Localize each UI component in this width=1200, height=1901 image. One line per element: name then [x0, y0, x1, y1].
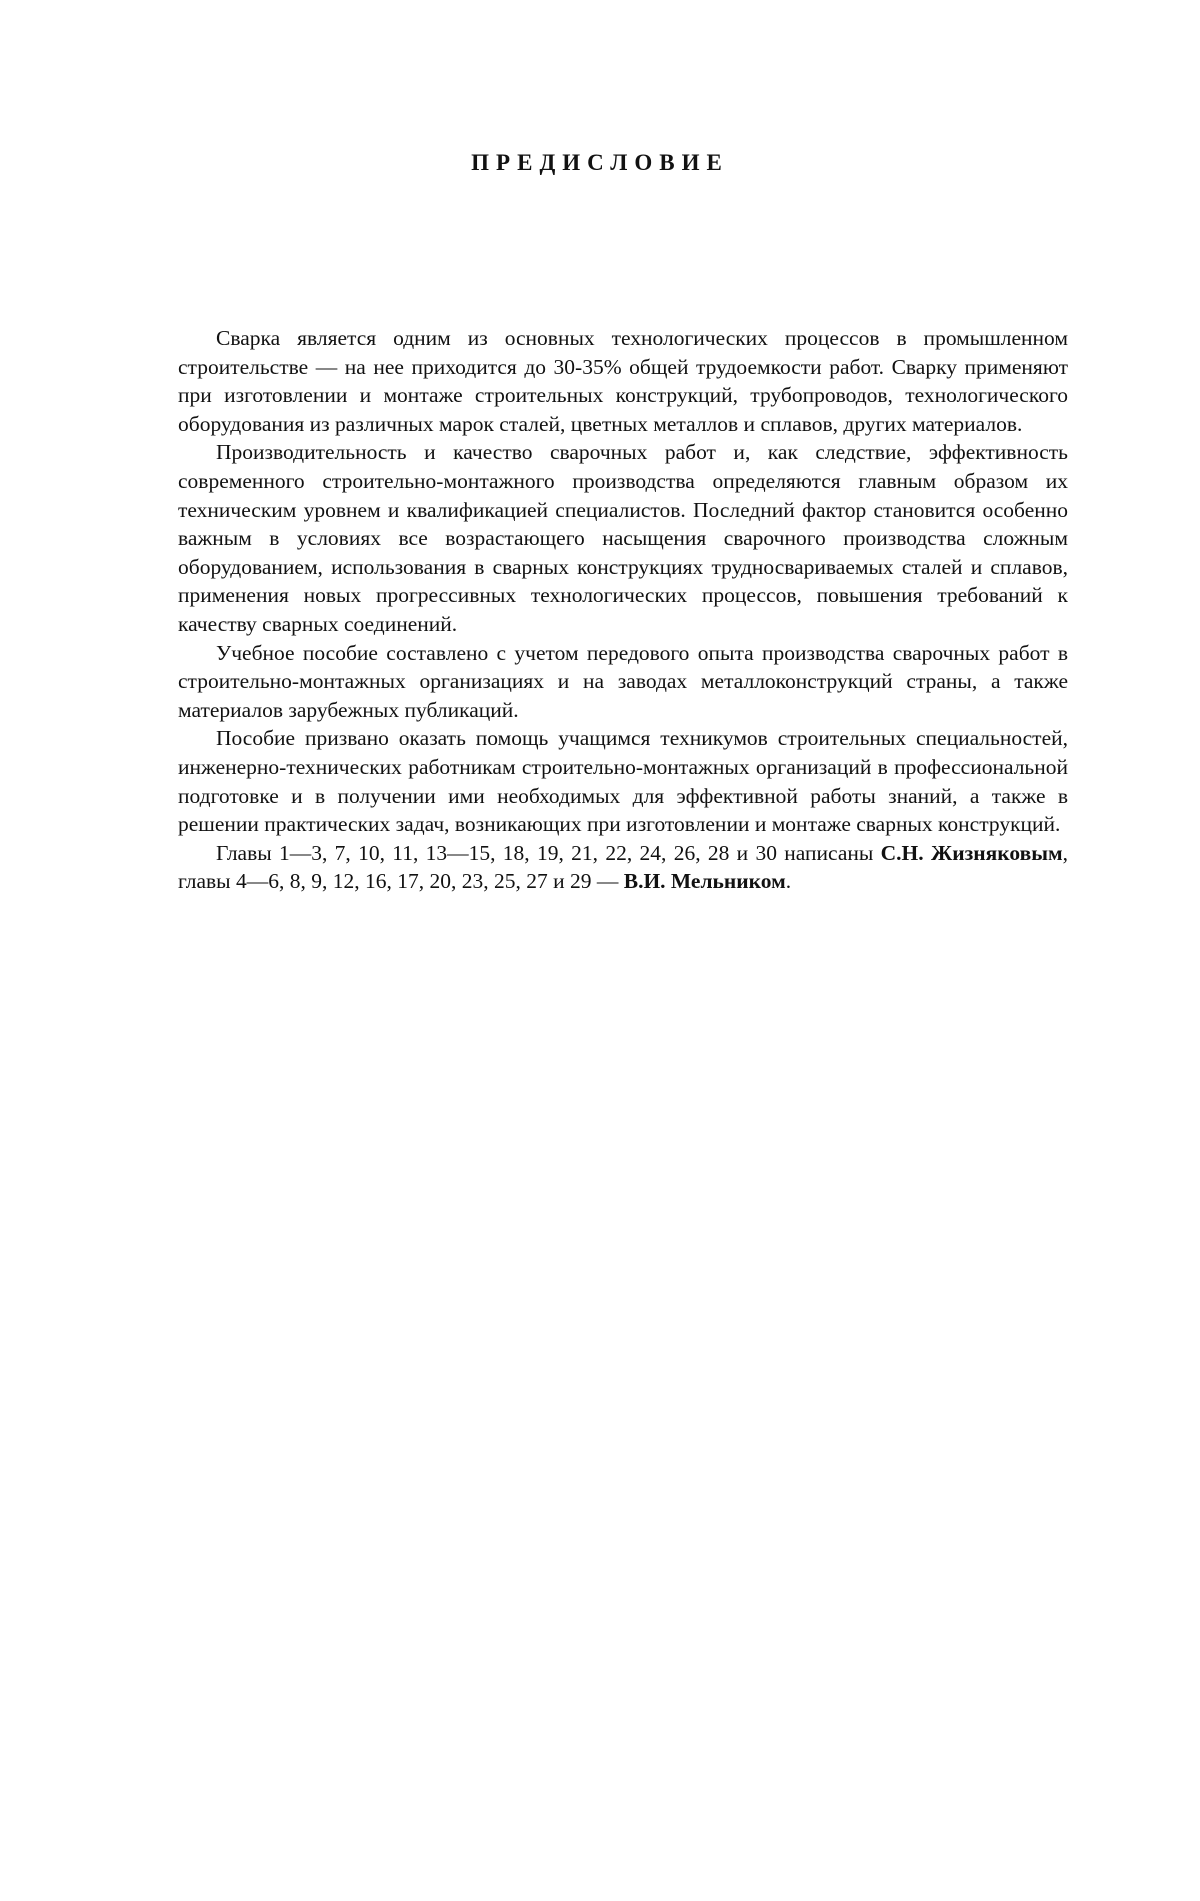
- page-title: ПРЕДИСЛОВИЕ: [471, 150, 729, 175]
- preface-body: [178, 324, 1068, 896]
- paragraph-authors: [178, 839, 1068, 896]
- paragraph-productivity: Производительность и качество сварочных работ и, как следствие, эффективность современного строительно-монтажного производства определяются главным образом их техническим уровнем и квалификацией специалистов. Последний фактор становится особенно важным в условиях все возрастающего насыщения сварочного производства сложным оборудованием, использования в сварных конструкциях трудносвариваемых сталей и сплавов, применения новых прогрессивных технологических процессов, повышения требований к качеству сварных соединений.: [178, 440, 1068, 636]
- authors-text-part2: , главы 4—6, 8, 9, 12, 16, 17, 20, 23, 25, 27 и 29 —: [178, 840, 1068, 894]
- author-name-1: С.Н. Жизняковым: [880, 840, 1063, 865]
- authors-text-end: .: [785, 869, 792, 894]
- paragraph-purpose: Пособие призвано оказать помощь учащимся техникумов строительных специальностей, инженерно-технических работникам строительно-монтажных организаций в профессиональной подготовке и в получении ими необходимых для эффективной работы знаний, а также в решении практических задач, возникающих при изготовлении и монтаже сварных конструкций.: [178, 726, 1068, 837]
- authors-text-part1: Главы 1—3, 7, 10, 11, 13—15, 18, 19, 21, 22, 24, 26, 28 и 30 написаны: [216, 840, 881, 865]
- paragraph-welding-importance: Сварка является одним из основных технологических процессов в промышленном строительстве — на нее приходится до 30-35% общей трудоемкости работ. Сварку применяют при изготовлении и монтаже строительных конструкций, трубопроводов, технологического оборудования из различных марок сталей, цветных металлов и сплавов, других материалов.: [178, 326, 1068, 436]
- author-name-2: В.И. Мельником: [623, 869, 786, 894]
- paragraph-textbook-basis: Учебное пособие составлено с учетом передового опыта производства сварочных работ в строительно-монтажных организациях и на заводах металлоконструкций страны, а также материалов зарубежных публикаций.: [178, 640, 1068, 722]
